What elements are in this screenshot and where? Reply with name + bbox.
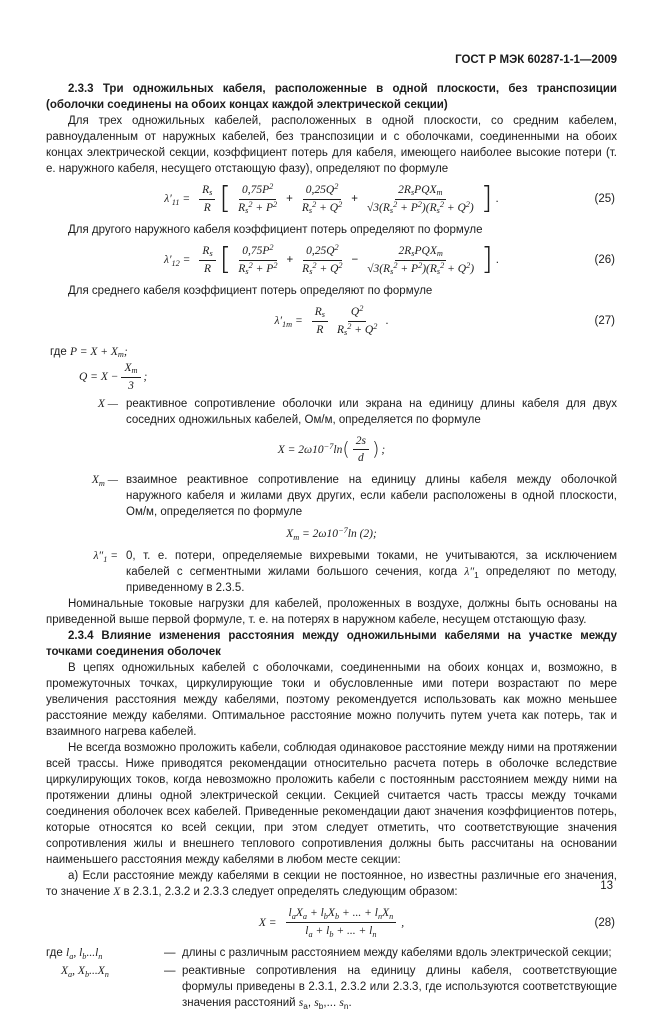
minus-operator: − — [351, 254, 359, 267]
fraction-denominator: $√3(R_s^2 + P^2)(R_s^2 + Q^2)$ — [366, 199, 474, 216]
formula-25 — [46, 183, 617, 216]
fraction — [312, 305, 328, 338]
fraction — [299, 183, 345, 216]
fraction-numerator: $2R_sPQX_m$ — [395, 183, 445, 200]
paragraph-2-2-3-4: Не всегда возможно проложить кабели, соблюдая одинаковое расстояние между ними на протяжении всей трассы. Ниже приводятся рекомендации относительно расчета потерь в оболочке вследствие циркулирующих токов, когда невозможно проложить кабели с постоянным расстоянием между ними на протяжении длины одной электрической секции. Секцией считается часть трассы между точками соединения оболочек всех кабелей. Приведенные рекомендации дают значения коэффициентов потерь, которые относятся ко всей секции, при этом следует отметить, что соответствующие значения сопротивления жилы и внешнего теплового сопротивления должны быть рассчитаны на основании наименьшего расстояния между кабелями в любом месте секции: — [46, 742, 617, 867]
fraction-denominator: d — [357, 452, 364, 465]
formula-xm — [46, 526, 617, 542]
where-text: реактивные сопротивления на единицу длины кабеля, соответствующие формулы приведены в 2.3.1, 2.3.2 или 2.3.3, где используются соответствующие значения расстояний $s_a$, $s_b$,... $s_n$. — [182, 965, 617, 1011]
fraction — [121, 361, 140, 394]
where-line-q — [79, 361, 617, 394]
p-definition: $P = X + X_m$; — [70, 345, 128, 359]
where-row-lengths — [46, 945, 617, 961]
open-bracket: [ — [219, 181, 232, 217]
formula-period: . — [385, 315, 389, 328]
fraction — [353, 434, 369, 467]
fraction — [235, 244, 280, 277]
fraction — [299, 244, 345, 277]
formula-comma: , — [401, 916, 405, 929]
formula-period: . — [495, 254, 499, 267]
q-definition-lhs: Q = X − — [79, 371, 119, 384]
definition-lambda1-term: $\lambda''_1$ = — [93, 550, 118, 564]
fraction-denominator: $R_s^2 + Q^2$ — [302, 260, 343, 277]
where-label: где — [50, 345, 67, 358]
formula-semicolon: ; — [381, 443, 386, 456]
open-paren: ( — [342, 438, 350, 461]
fraction-denominator: R — [203, 201, 211, 214]
where-term: где $l_a$, $l_b...l_n$ — [46, 947, 103, 961]
paragraph-nominal-loads: Номинальные токовые нагрузки для кабелей, проложенных в воздухе, должны быть основаны на приведенной выше первой формуле, т. е. на потерях в наружном кабеле, несущем отстающую фазу. — [46, 598, 617, 627]
plus-operator: + — [286, 193, 293, 206]
fraction-numerator: $2R_sPQX_m$ — [395, 244, 445, 261]
fraction-denominator: R — [316, 323, 324, 336]
formula-25-lhs: $\lambda'_{11}$ = — [164, 193, 191, 207]
formula-27 — [46, 305, 617, 338]
fraction-numerator: $R_s$ — [312, 305, 328, 322]
where-row-reactances — [46, 963, 617, 1011]
open-bracket: [ — [219, 242, 232, 278]
fraction-denominator: $R_s^2 + Q^2$ — [336, 321, 378, 337]
paragraph-item-a: а) Если расстояние между кабелями в секции не постоянное, но известны различные его значения, то значение X в 2.3.1, 2.3.2 и 2.3.3 следует определять следующим образом: — [46, 870, 617, 899]
fraction — [199, 244, 215, 277]
close-paren: ) — [371, 438, 380, 461]
fraction — [199, 183, 215, 216]
where-line-p — [50, 344, 617, 360]
definition-lambda1 — [56, 548, 617, 596]
definition-x-text: реактивное сопротивление оболочки или экрана на единицу длины кабеля для двух соседних одножильных кабелей, Ом/м, определяется по формуле — [126, 397, 617, 426]
fraction-numerator: $l_aX_a + l_bX_b$ + ... + $l_nX_n$ — [286, 906, 397, 923]
definition-x — [56, 396, 617, 428]
q-definition-tail: ; — [143, 371, 148, 384]
plus-operator: + — [286, 254, 294, 267]
fraction-numerator: $X_m$ — [121, 361, 140, 378]
formula-26-lhs: $\lambda'_{12}$ = — [164, 254, 191, 268]
fraction-denominator: 3 — [128, 379, 134, 392]
formula-27-lhs: $\lambda'_{1m}$ = — [274, 315, 303, 329]
dash: — — [164, 965, 176, 978]
section-heading-2-3-3: 2.3.3 Три одножильных кабеля, расположенные в одной плоскости, без транспозиции (оболочки соединены на обоих концах каждой электрической секции) — [46, 83, 617, 111]
document-header: ГОСТ Р МЭК 60287-1-1—2009 — [455, 54, 617, 66]
dash: — — [164, 947, 176, 960]
fraction-numerator: $R_s$ — [199, 244, 215, 261]
fraction — [286, 906, 397, 939]
fraction — [364, 183, 477, 216]
fraction-denominator: $R_s^2 + P^2$ — [238, 260, 278, 277]
formula-26 — [46, 244, 617, 277]
close-bracket: ] — [481, 242, 493, 278]
fraction — [364, 244, 477, 277]
fraction-numerator: $0,25Q^2$ — [303, 183, 342, 200]
formula-number-28: (28) — [594, 916, 615, 929]
definition-xm — [56, 472, 617, 520]
formula-x — [46, 434, 617, 467]
paragraph-middle-cable: Для среднего кабеля коэффициент потерь определяют по формуле — [68, 284, 433, 297]
fraction-numerator: $0,25Q^2$ — [303, 244, 342, 261]
where-label: где — [46, 947, 63, 960]
fraction-numerator: $Q^2$ — [348, 305, 366, 322]
definition-lambda1-text: 0, т. е. потери, определяемые вихревыми токами, не учитываются, за исключением кабелей с сегментными жилами большого сечения, когда $\lambda''_1$ определяют по методу, приведенному в 2.3.5. — [126, 550, 617, 595]
definition-xm-text: взаимное реактивное сопротивление на единицу длины кабеля между оболочкой наружного кабеля и жилами двух других, если кабели расположены в одной плоскости, Ом/м, определяется по формуле — [126, 474, 617, 519]
section-heading-2-3-4: 2.3.4 Влияние изменения расстояния между одножильными кабелями на участке между точками соединения оболочек — [46, 630, 617, 659]
fraction-denominator: R — [204, 262, 212, 275]
formula-period: . — [495, 193, 499, 206]
where-text: длины с различным расстоянием между кабелями вдоль электрической секции; — [182, 947, 612, 960]
plus-operator: + — [351, 193, 358, 206]
fraction-numerator: $0,75P^2$ — [239, 244, 276, 261]
formula-28-lhs: X = — [258, 916, 277, 929]
fraction-denominator: $l_a + l_b$ + ... + $l_n$ — [305, 925, 377, 939]
page-number: 13 — [600, 880, 613, 892]
where-term: $X_a$, $X_b...X_n$ — [61, 965, 109, 979]
fraction-numerator: $R_s$ — [199, 183, 215, 200]
fraction — [334, 305, 380, 338]
fraction-denominator: $√3(R_s^2 + P^2)(R_s^2 + Q^2)$ — [367, 260, 475, 277]
definition-xm-term: $X_m$ — — [91, 474, 118, 488]
fraction-numerator: $0,75P^2$ — [239, 183, 276, 200]
definition-x-term: X — — [97, 397, 118, 410]
fraction-numerator: 2s — [353, 434, 369, 451]
fraction — [235, 183, 280, 216]
formula-xm-body: $X_m = 2\omega 10^{-7}\ln$ (2); — [286, 526, 377, 542]
formula-number-26: (26) — [594, 254, 615, 267]
paragraph-1-2-3-4: В цепях одножильных кабелей с оболочками, соединенными на обоих концах и, возможно, в промежуточных точках, циркулирующие токи и обусловленные ими потери возрастают по мере увеличения расстояния между кабелями, поэтому рекомендуется использовать как можно меньшее расстояние между кабелями. Оптимальное расстояние можно получить путем учета как потерь, так и взаимного нагрева кабелей. — [46, 662, 617, 739]
fraction-denominator: $R_s^2 + Q^2$ — [301, 199, 343, 216]
formula-number-25: (25) — [594, 193, 615, 206]
formula-x-pre: $X = 2\omega 10^{-7}\ln$ — [277, 441, 343, 456]
paragraph-intro-2-3-3: Для трех одножильных кабелей, расположенных в одной плоскости, со средним кабелем, равноудаленным от наружных кабелей, без транспозиции и с оболочками, соединенными на обоих концах электрической секции, коэффициент потерь для кабеля, имеющего наиболее высокие потери (т. е. наружного кабеля, несущего отстающую фазу), определяют по формуле — [46, 115, 617, 175]
close-bracket: ] — [480, 181, 493, 217]
fraction-denominator: $R_s^2 + P^2$ — [238, 199, 278, 216]
paragraph-other-cable: Для другого наружного кабеля коэффициент потерь определяют по формуле — [68, 223, 483, 236]
formula-28 — [46, 906, 617, 939]
formula-number-27: (27) — [594, 315, 615, 328]
